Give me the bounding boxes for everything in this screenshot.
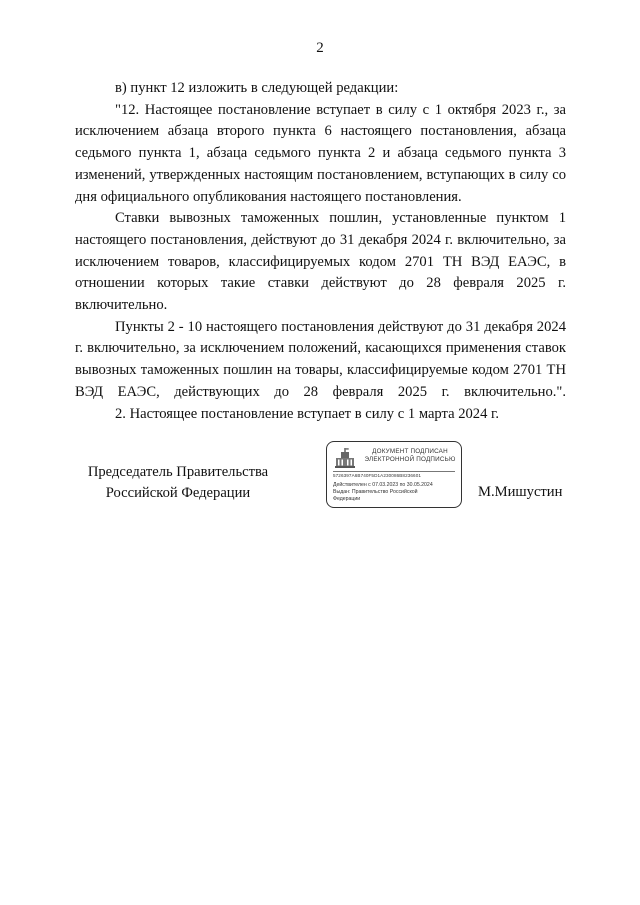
paragraph-amendment-intro: в) пункт 12 изложить в следующей редакции: bbox=[115, 80, 399, 96]
stamp-title-line1: ДОКУМЕНТ ПОДПИСАН bbox=[372, 448, 448, 455]
paragraph-resolution-effective-date: 2. Настоящее постановление вступает в силу с 1 марта 2024 г. bbox=[115, 405, 500, 422]
page-number: 2 bbox=[316, 40, 324, 56]
signatory-position-line1: Председатель Правительства bbox=[87, 464, 269, 480]
stamp-validity-period: Действителен с 07.03.2023 по 30.05.2024 bbox=[333, 482, 433, 488]
paragraph-clause-12-effective-date: "12. Настоящее постановление вступает в силу с 1 октября 2023 г., за исключением абзаца второго пункта 6 настоящего постановления, абзаца седьмого пункта 1, абзаца седьмого пункта 2 и абзаца седьмого пункта 3 изменений, утвержденных настоящим постановлением, вступающих в силу со дня официального опубликования настоящего постановления. bbox=[75, 101, 566, 205]
stamp-issuer-line1: Выдан: Правительство Российской bbox=[333, 488, 418, 495]
stamp-certificate-number: 5726397A6B740F5D1A230086B8236601 bbox=[333, 473, 422, 478]
electronic-signature-stamp bbox=[326, 441, 462, 508]
signatory-position-line2: Российской Федерации bbox=[105, 485, 251, 501]
paragraph-clauses-2-10: Пункты 2 - 10 настоящего постановления действуют до 31 декабря 2024 г. включительно, за исключением положений, касающихся применения ставок вывозных таможенных пошлин на товары, классифицируемые кодом 2701 ТН ВЭД ЕАЭС, действующих до 28 февраля 2025 г. включительно.". bbox=[75, 318, 566, 400]
signatory-position bbox=[78, 462, 278, 504]
paragraph-export-duty-rates: Ставки вывозных таможенных пошлин, установленные пунктом 1 настоящего постановления, действуют до 31 декабря 2024 г. включительно, за исключением товаров, классифицируемых кодом 2701 ТН ВЭД ЕАЭС, в отношении которых такие ставки действуют до 28 февраля 2025 г. включительно. bbox=[75, 210, 566, 314]
stamp-divider bbox=[333, 471, 455, 472]
stamp-title-line2: ЭЛЕКТРОННОЙ ПОДПИСЬЮ bbox=[364, 456, 456, 463]
stamp-validity bbox=[333, 482, 457, 502]
stamp-issuer-line2: Федерации bbox=[333, 495, 361, 502]
document-body bbox=[75, 78, 566, 425]
stamp-title bbox=[361, 448, 459, 464]
government-building-icon bbox=[333, 447, 357, 469]
signatory-name: М.Мишустин bbox=[478, 484, 563, 500]
